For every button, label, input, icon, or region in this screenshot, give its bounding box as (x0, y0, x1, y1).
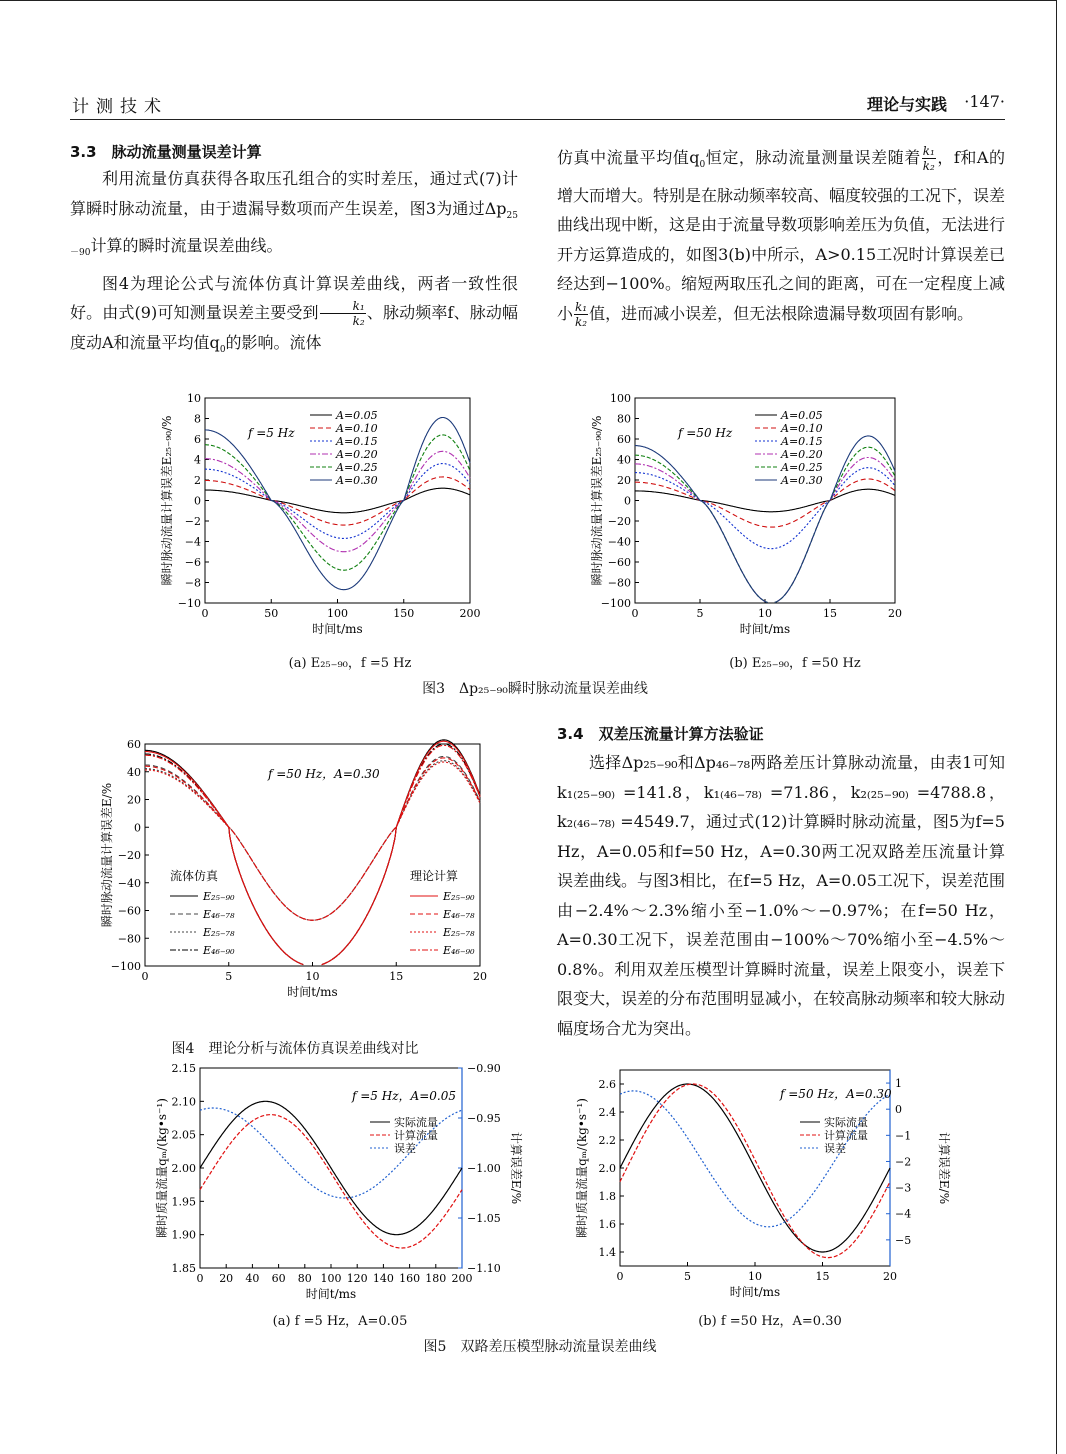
legend-label: 误差 (824, 1142, 846, 1155)
chart-title: f =50 Hz，A=0.30 (780, 1087, 892, 1101)
journal-title: 计测技术 (72, 97, 168, 117)
x-axis-label: 时间t/ms (287, 985, 338, 999)
series-line-A=0.10 (635, 479, 895, 527)
y-tick-label: 20 (127, 793, 141, 807)
y-tick-label: 2.0 (598, 1162, 616, 1175)
section-title: 理论与实践 (866, 95, 947, 114)
y-axis-label: 瞬时脉动流量计算误差E/% (100, 782, 114, 928)
y-tick-label: −100 (110, 960, 141, 973)
y-tick-label: 100 (610, 392, 631, 405)
y-tick-label: 60 (127, 738, 141, 751)
y-tick-label: 2.15 (171, 1062, 196, 1075)
x-tick-label: 20 (219, 1272, 234, 1285)
figure-5b-caption: (b) f =50 Hz，A=0.30 (698, 1314, 842, 1329)
legend-label: E₂₅₋₇₈ (203, 926, 235, 939)
section-3-4-heading: 3.4 双差压流量计算方法验证 (557, 725, 764, 743)
y-tick-label: −6 (184, 556, 201, 569)
x-tick-label: 15 (389, 970, 404, 983)
running-head (70, 92, 1005, 118)
legend-label: A=0.25 (336, 461, 378, 474)
x-tick-label: 80 (297, 1272, 312, 1285)
x-tick-label: 40 (245, 1272, 260, 1285)
k-ratio-fraction: $\frac{\text{k₁}}{\text{k₂}}$ (320, 299, 366, 328)
page-right-rule (1056, 0, 1057, 1454)
y-tick-label: 0 (194, 494, 201, 508)
y-axis-label: 瞬时质量流量qₘ/(kg•s⁻¹) (155, 1098, 169, 1238)
y2-tick-label: −1.05 (467, 1212, 501, 1225)
legend-title-left: 流体仿真 (170, 869, 219, 883)
x-tick-label: 100 (327, 607, 348, 620)
legend-label: A=0.10 (781, 422, 823, 435)
chart-title: f =50 Hz (678, 426, 733, 440)
figure-4-chart (90, 736, 500, 1032)
y-tick-label: 40 (127, 765, 141, 779)
y-tick-label: 1.8 (598, 1190, 616, 1203)
x-tick-label: 160 (399, 1272, 421, 1285)
legend-label: 计算流量 (824, 1129, 868, 1142)
y-tick-label: 8 (194, 412, 201, 426)
x-tick-label: 200 (451, 1272, 473, 1285)
x-tick-label: 5 (684, 1270, 691, 1283)
y2-axis-label: 计算误差E/% (509, 1131, 523, 1205)
series-line-A=0.20 (635, 458, 895, 603)
series-line-误差 (620, 1091, 890, 1227)
legend-label: A=0.15 (781, 435, 823, 448)
x-tick-label: 140 (372, 1272, 394, 1285)
figure-5-caption: 图5 双路差压模型脉动流量误差曲线 (423, 1339, 657, 1355)
x-tick-label: 0 (141, 970, 149, 983)
k-ratio-fraction: $\frac{\text{k₁}}{\text{k₂}}$ (922, 144, 935, 173)
x-axis-label: 时间t/ms (312, 622, 363, 636)
legend-label: E₄₆₋₇₈ (443, 908, 475, 921)
y-tick-label: 2.10 (171, 1095, 196, 1109)
y-tick-label: 20 (617, 474, 631, 487)
y-tick-label: 1.85 (171, 1262, 196, 1275)
legend-label: A=0.05 (781, 409, 823, 422)
x-tick-label: 10 (758, 607, 772, 620)
y-tick-label: −20 (607, 515, 631, 528)
legend-label: E₂₅₋₇₈ (443, 926, 475, 939)
figure-5a-caption: (a) f =5 Hz，A=0.05 (272, 1314, 408, 1329)
y-tick-label: 2.00 (171, 1162, 196, 1175)
legend-label: E₂₅₋₉₀ (443, 890, 475, 903)
series-line-A=0.05 (635, 489, 895, 512)
left-column-top (70, 140, 518, 366)
y2-tick-label: −4 (895, 1207, 912, 1221)
x-tick-label: 0 (201, 607, 209, 620)
chart-title: f =5 Hz，A=0.05 (352, 1089, 456, 1103)
y2-tick-label: −1 (895, 1129, 912, 1143)
legend-label: A=0.05 (336, 409, 378, 422)
right-column-bottom (557, 722, 1005, 1043)
y-tick-label: −8 (184, 576, 201, 590)
x-axis-label: 时间t/ms (305, 1287, 357, 1301)
series-line-A=0.30 (635, 436, 895, 603)
section-3-3-heading: 3.3 脉动流量测量误差计算 (70, 143, 262, 161)
y-tick-label: 2.05 (171, 1128, 196, 1142)
x-tick-label: 100 (320, 1272, 342, 1285)
y-tick-label: −60 (607, 556, 631, 569)
x-tick-label: 20 (883, 1270, 897, 1283)
y2-tick-label: −1.10 (467, 1262, 501, 1275)
y2-tick-label: 0 (895, 1103, 902, 1117)
y2-tick-label: −5 (895, 1233, 912, 1247)
series-line-A=0.25 (635, 447, 895, 602)
x-tick-label: 0 (631, 607, 639, 620)
y-tick-label: 2 (194, 474, 201, 487)
y-tick-label: 0 (624, 494, 631, 508)
y-tick-label: 2.2 (598, 1134, 616, 1147)
section-3-3-paragraph-1: 利用流量仿真获得各取压孔组合的实时差压，通过式(7)计算瞬时脉动流量，由于遗漏导数项而产生误差，图3为通过$\Delta p_{25-90}$计算的瞬时流量误差曲线。 (70, 169, 518, 259)
x-tick-label: 10 (748, 1270, 762, 1283)
legend-label: 误差 (394, 1142, 416, 1155)
figure-3b-caption: (b) E₂₅₋₉₀，f =50 Hz (729, 656, 861, 671)
k-ratio-fraction: $\frac{\text{k₁}}{\text{k₂}}$ (575, 299, 588, 329)
x-tick-label: 0 (616, 1270, 624, 1283)
legend-label: E₄₆₋₇₈ (203, 908, 235, 921)
legend-label: A=0.20 (336, 448, 378, 461)
legend-label: A=0.30 (336, 474, 378, 487)
figure-3-caption: 图3 Δp₂₅₋₉₀瞬时脉动流量误差曲线 (422, 681, 648, 697)
y-tick-label: −40 (607, 535, 631, 549)
x-tick-label: 5 (225, 970, 233, 983)
y-tick-label: 2.4 (598, 1106, 616, 1119)
series-line-实际流量 (620, 1084, 890, 1252)
y-tick-label: 1.4 (598, 1246, 616, 1259)
page-number: ·147· (964, 92, 1005, 111)
y-tick-label: 4 (194, 453, 201, 467)
plot-frame (635, 398, 895, 603)
x-tick-label: 150 (393, 607, 415, 620)
x-tick-label: 200 (459, 607, 481, 620)
y2-axis-label: 计算误差E/% (937, 1131, 951, 1205)
x-tick-label: 180 (425, 1272, 447, 1285)
y-tick-label: −40 (117, 876, 141, 890)
chart-title: f =50 Hz，A=0.30 (268, 767, 380, 781)
y2-tick-label: −0.95 (467, 1112, 501, 1125)
series-line-计算流量 (620, 1084, 890, 1258)
y-tick-label: −2 (184, 515, 201, 528)
x-axis-label: 时间t/ms (739, 622, 791, 636)
x-tick-label: 50 (264, 607, 279, 620)
legend-label: 计算流量 (394, 1129, 438, 1142)
x-tick-label: 20 (473, 970, 487, 983)
series-line-A=0.05 (205, 488, 470, 513)
x-tick-label: 5 (696, 607, 704, 620)
x-axis-label: 时间t/ms (729, 1285, 781, 1299)
figure-3a-chart (150, 392, 490, 652)
y-tick-label: 1.95 (171, 1195, 196, 1209)
y-tick-label: −60 (117, 904, 141, 918)
y-tick-label: −4 (184, 535, 201, 549)
y-tick-label: 1.6 (598, 1218, 616, 1231)
x-tick-label: 15 (823, 607, 837, 620)
right-column-top (557, 143, 1005, 329)
legend-label: A=0.30 (781, 474, 823, 487)
y-tick-label: 2.6 (598, 1078, 616, 1091)
y-axis-label: 瞬时脉动流量计算误差E₂₅₋₉₀/% (590, 415, 604, 586)
legend-label: 实际流量 (394, 1116, 438, 1129)
chart-title: f =5 Hz (248, 426, 295, 440)
y2-tick-label: −0.90 (467, 1062, 501, 1075)
legend-title-right: 理论计算 (410, 869, 459, 883)
figure-5b-chart (570, 1064, 951, 1310)
y-tick-label: −20 (117, 849, 141, 862)
x-tick-label: 15 (815, 1270, 830, 1283)
figure-3a-caption: (a) E₂₅₋₉₀，f =5 Hz (288, 656, 412, 671)
x-tick-label: 60 (271, 1272, 286, 1285)
section-3-3-paragraph-2: 图4为理论公式与流体仿真计算误差曲线，两者一致性很好。由式(9)可知测量误差主要受到 $\frac{\text{k₁}}{\text{k₂}}$ 、脉动频率f、脉动幅度动A和流量平均值$q_0$的影响。流体 (70, 273, 518, 356)
y-tick-label: 40 (617, 453, 631, 467)
x-tick-label: 120 (346, 1272, 368, 1285)
y-tick-label: −80 (607, 576, 631, 590)
legend-label: A=0.10 (336, 422, 378, 435)
y-tick-label: 1.90 (171, 1228, 196, 1242)
figure-3b-chart (575, 392, 915, 652)
legend-label: 实际流量 (824, 1116, 868, 1129)
header-rule (70, 119, 1005, 120)
legend-label: A=0.15 (336, 435, 378, 448)
y2-tick-label: −1.00 (467, 1162, 501, 1175)
legend-label: E₄₆₋₉₀ (443, 944, 475, 957)
legend-label: A=0.25 (781, 461, 823, 474)
legend-label: E₂₅₋₉₀ (203, 890, 235, 903)
y-tick-label: 10 (187, 392, 201, 405)
y-tick-label: 6 (194, 433, 201, 446)
y2-tick-label: 1 (895, 1077, 902, 1091)
figure-5a-chart (142, 1060, 522, 1310)
section-3-4-paragraph: 选择Δp₂₅₋₉₀和Δp₄₆₋₇₈两路差压计算脉动流量，由表1可知k₁₍₂₅₋₉₀₎ =141.8，k₁₍₄₆₋₇₈₎ =71.86，k₂₍₂₅₋₉₀₎ =4788.8，k₂₍₄₆₋₇₈₎ =4549.7，通过式(12)计算瞬时脉动流量，图5为f=5 Hz，A=0.05和f=50 Hz，A=0.30两工况双路差压流量计算误差曲线。与图3相比，在f=5 Hz，A=0.05工况下，误差范围由−2.4%～2.3%缩小至−1.0%～−0.97%；在f=50 Hz，A=0.30工况下，误差范围由−100%～70%缩小至−4.5%～0.8%。利用双差压模型计算瞬时流量，误差上限变小，误差下限变大，误差的分布范围明显减小，在较高脉动频率和较大脉动幅度场合尤为突出。 (557, 753, 1006, 1038)
y-axis-label: 瞬时脉动流量计算误差E₂₅₋₉₀/% (160, 415, 174, 586)
y-axis-label: 瞬时质量流量qₘ/(kg•s⁻¹) (575, 1098, 589, 1238)
y2-tick-label: −2 (895, 1155, 912, 1169)
figure-4-caption: 图4 理论分析与流体仿真误差曲线对比 (171, 1041, 419, 1057)
page-top-rule (0, 0, 1056, 1)
x-tick-label: 0 (196, 1272, 204, 1285)
y2-tick-label: −3 (895, 1181, 912, 1195)
y-tick-label: 80 (617, 412, 631, 426)
y-tick-label: −80 (117, 932, 141, 946)
legend-label: A=0.20 (781, 448, 823, 461)
x-tick-label: 10 (305, 970, 320, 983)
y-tick-label: −100 (600, 597, 631, 610)
y-tick-label: 0 (134, 821, 141, 835)
section-3-3-paragraph-3: 仿真中流量平均值$q_0$恒定，脉动流量测量误差随着 $\frac{\text{k₁}}{\text{k₂}}$ ，f和A的增大而增大。特别是在脉动频率较高、幅度较强的工况下，误差曲线出现中断，这是由于流量导数项影响差压为负值，无法进行开方运算造成的，如图3(b)中所示，A>0.15工况时计算误差已经达到−100%。缩短两取压孔之间的距离，可在一定程度上减小 $\frac{\text{k₁}}{\text{k₂}}$ 值，进而减小误差，但无法根除遗漏导数项固有影响。 (557, 144, 1006, 329)
x-tick-label: 20 (888, 607, 902, 620)
y-tick-label: 60 (617, 433, 631, 446)
legend-label: E₄₆₋₉₀ (203, 944, 235, 957)
y-tick-label: −10 (177, 597, 201, 610)
